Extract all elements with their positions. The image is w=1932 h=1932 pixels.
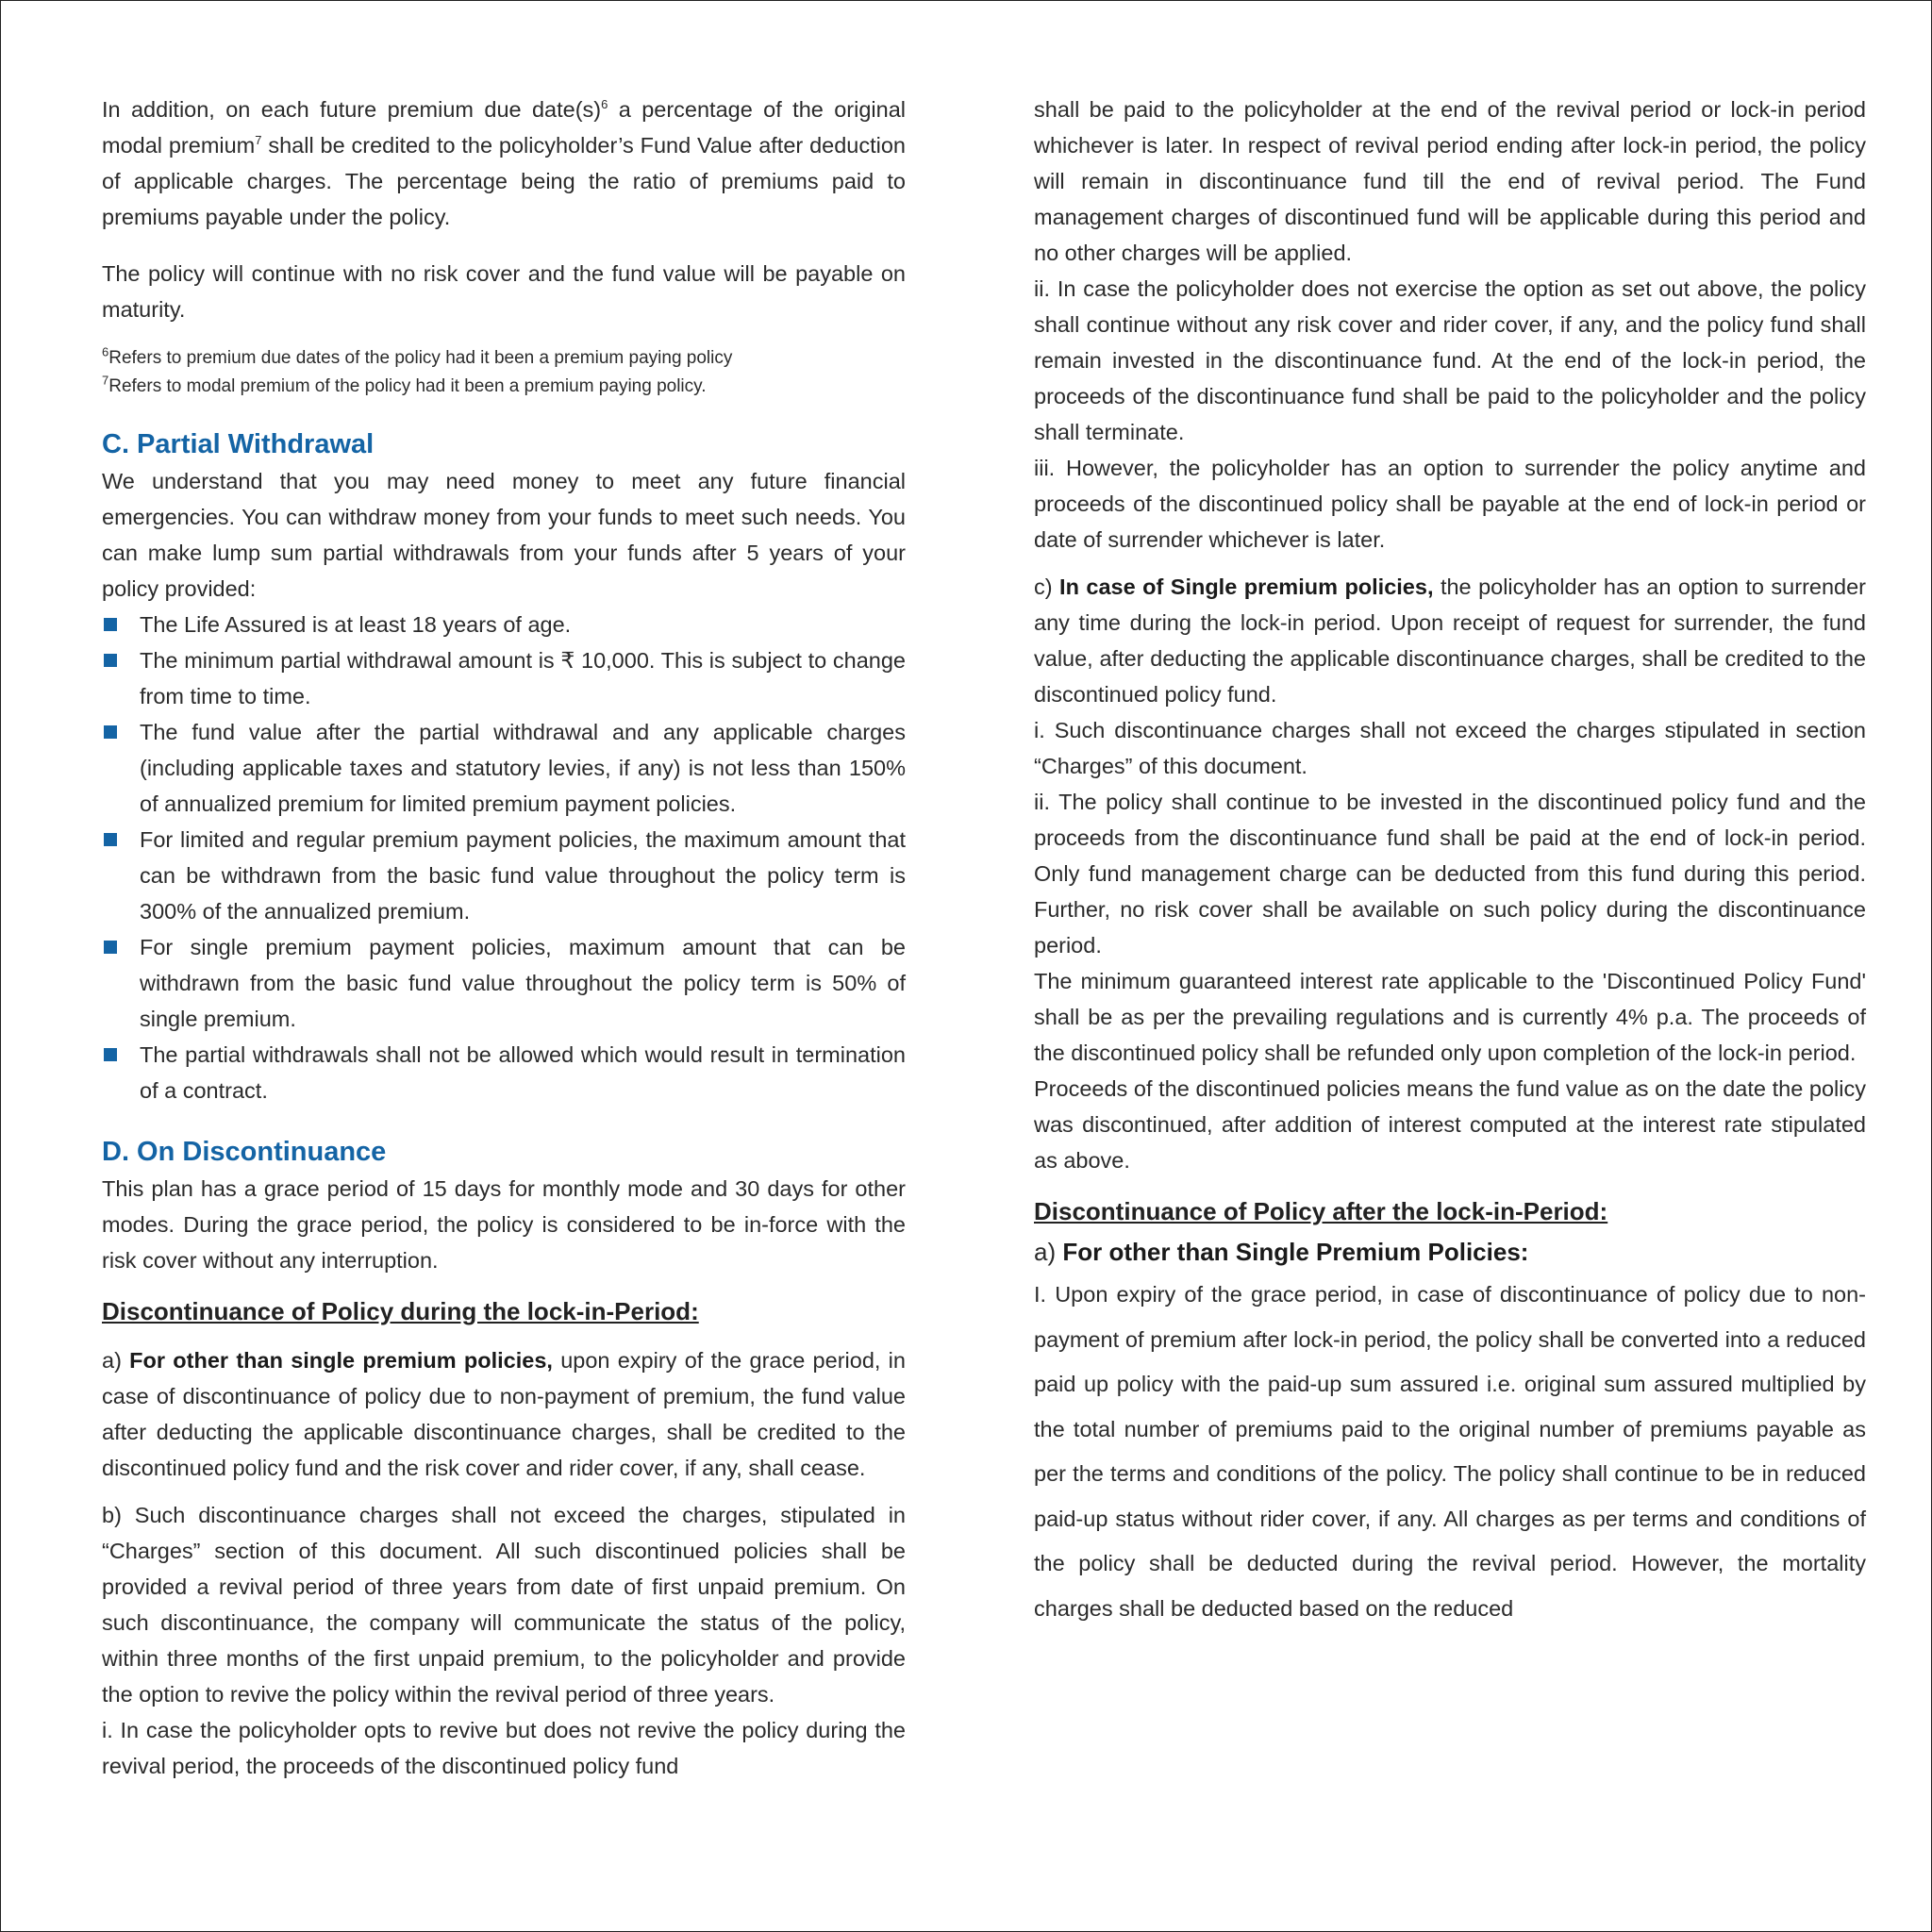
square-bullet-icon: [104, 833, 117, 846]
after-clause-a-heading: a) For other than Single Premium Policies:: [1034, 1238, 1529, 1266]
list-item: The partial withdrawals shall not be allowed which would result in termination of a contract.: [102, 1037, 906, 1108]
partial-withdrawal-heading: C. Partial Withdrawal: [102, 429, 375, 459]
clause-a: a) For other than single premium policies, upon expiry of the grace period, in case of discontinuance of policy due to non-payment of premium, the fund value after deducting the applicable discontinuance charges, shall be credited to the discontinued policy fund and the risk cover and rider cover, if any, shall cease.: [102, 1348, 906, 1480]
discontinuance-intro: This plan has a grace period of 15 days for monthly mode and 30 days for other modes. During the grace period, the policy is considered to be in-force with the risk cover without any interruption.: [102, 1176, 906, 1273]
no-risk-cover-paragraph: The policy will continue with no risk cover and the fund value will be payable on maturity.: [102, 261, 906, 322]
partial-withdrawal-conditions: [102, 607, 906, 1108]
clause-c-i: i. Such discontinuance charges shall not exceed the charges stipulated in section “Charges” of this document.: [1034, 718, 1866, 778]
lock-in-period-heading: Discontinuance of Policy during the lock-in-Period:: [102, 1297, 699, 1325]
revival-continuation: shall be paid to the policyholder at the end of the revival period or lock-in period whichever is later. In respect of revival period ending after lock-in period, the policy will remain in discontinuance fund till the end of revival period. The Fund management charges of discontinued fund will be applicable during this period and no other charges will be applied.: [1034, 97, 1866, 265]
clause-iii: iii. However, the policyholder has an option to surrender the policy anytime and proceeds of the discontinued policy shall be payable at the end of lock-in period or date of surrender whichever is later.: [1034, 456, 1866, 552]
proceeds-definition: Proceeds of the discontinued policies means the fund value as on the date the policy was discontinued, after addition of interest computed at the interest rate stipulated as above.: [1034, 1076, 1866, 1173]
footnote-ref-7: 7: [255, 133, 262, 148]
square-bullet-icon: [104, 1048, 117, 1061]
clause-ii: ii. In case the policyholder does not exercise the option as set out above, the policy shall continue without any risk cover and rider cover, if any, and the policy fund shall remain invested in the discontinuance fund. At the end of the lock-in period, the proceeds of the discontinuance fund shall be paid to the policyholder and the policy shall terminate.: [1034, 276, 1866, 444]
partial-withdrawal-intro: We understand that you may need money to meet any future financial emergencies. You can withdraw money from your funds to meet such needs. You can make lump sum partial withdrawals from your funds after 5 years of your policy provided:: [102, 469, 906, 601]
right-column: [1034, 92, 1866, 1631]
clause-b: b) Such discontinuance charges shall not exceed the charges, stipulated in “Charges” section of this document. All such discontinued policies shall be provided a revival period of three years from date of first unpaid premium. On such discontinuance, the company will communicate the status of the policy, within three months of the first unpaid premium, to the policyholder and provide the option to revive the policy within the revival period of three years.: [102, 1503, 906, 1707]
square-bullet-icon: [104, 654, 117, 667]
clause-c: c) In case of Single premium policies, the policyholder has an option to surrender any time during the lock-in period. Upon receipt of request for surrender, the fund value, after deducting the applicable discontinuance charges, shall be credited to the discontinued policy fund.: [1034, 575, 1867, 707]
square-bullet-icon: [104, 941, 117, 954]
fund-credit-paragraph: In addition, on each future premium due $date(s)^6$ a percentage of the original modal premium$^7$ shall be credited to the policyholder’s Fund Value after deduction of applicable charges. The percentage being the ratio of premiums paid to premiums payable under the policy.: [102, 97, 906, 229]
square-bullet-icon: [104, 725, 117, 739]
list-item: The Life Assured is at least 18 years of age.: [102, 607, 906, 642]
clause-i: i. In case the policyholder opts to revive but does not revive the policy during the revival period, the proceeds of the discontinued policy fund: [102, 1718, 906, 1778]
discontinuance-heading: D. On Discontinuance: [102, 1137, 387, 1167]
after-lock-in-heading: Discontinuance of Policy after the lock-in-Period:: [1034, 1197, 1608, 1225]
footnotes: [102, 344, 906, 401]
left-column: [102, 92, 906, 1784]
minimum-interest-rate: The minimum guaranteed interest rate applicable to the 'Discontinued Policy Fund' shall be as per the prevailing regulations and is currently 4% p.a. The proceeds of the discontinued policy shall be refunded only upon completion of the lock-in period.: [1034, 969, 1866, 1065]
list-item: The fund value after the partial withdrawal and any applicable charges (including applicable taxes and statutory levies, if any) is not less than 150% of annualized premium for limited premium payment policies.: [102, 714, 906, 822]
footnote-ref-6: 6: [601, 97, 608, 112]
footnote-6: $^6$Refers to premium due dates of the policy had it been a premium paying policy: [102, 344, 733, 368]
list-item: For limited and regular premium payment policies, the maximum amount that can be withdrawn from the basic fund value throughout the policy term is 300% of the annualized premium.: [102, 822, 906, 929]
clause-c-ii: ii. The policy shall continue to be invested in the discontinued policy fund and the proceeds from the discontinuance fund shall be paid at the end of lock-in period. Only fund management charge can be deducted from this fund during this period. Further, no risk cover shall be available on such policy during the discontinuance period.: [1034, 790, 1866, 958]
square-bullet-icon: [104, 618, 117, 631]
list-item: The minimum partial withdrawal amount is ₹ 10,000. This is subject to change from time to time.: [102, 642, 906, 714]
after-clause-I: I. Upon expiry of the grace period, in case of discontinuance of policy due to non-payment of premium after lock-in period, the policy shall be converted into a reduced paid up policy with the paid-up sum assured i.e. original sum assured multiplied by the total number of premiums paid to the original number of premiums payable as per the terms and conditions of the policy. The policy shall continue to be in reduced paid-up status without rider cover, if any. All charges as per terms and conditions of the policy shall be deducted during the revival period. However, the mortality charges shall be deducted based on the reduced: [1034, 1282, 1866, 1621]
list-item: For single premium payment policies, maximum amount that can be withdrawn from the basic fund value throughout the policy term is 50% of single premium.: [102, 929, 906, 1037]
footnote-7: $^7$Refers to modal premium of the policy had it been a premium paying policy.: [102, 373, 707, 396]
